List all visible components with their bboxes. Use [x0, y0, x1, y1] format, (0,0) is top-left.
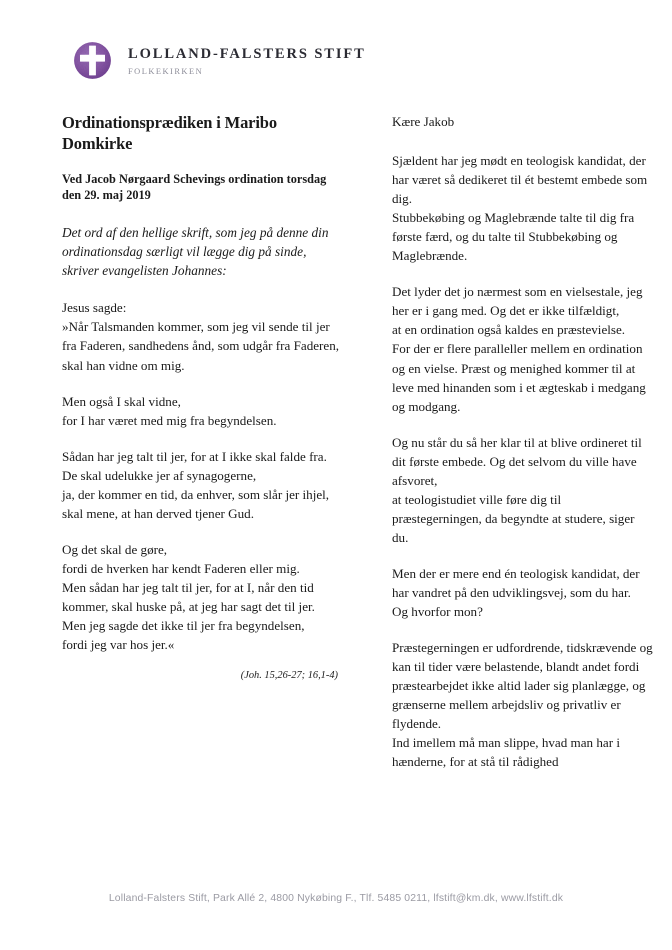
- scripture-citation: (Joh. 15,26-27; 16,1-4): [240, 670, 338, 682]
- paragraph: Og nu står du så her klar til at blive ordineret til dit første embede. Og det selvom du ville have afsvoret, at teologistudiet ville føre dig til præstegerningen, da begyndte at studere, siger du.: [392, 434, 642, 545]
- paragraph: Det lyder det jo nærmest som en vielsestale, jeg her er i gang med. Og det er ikke tilfældigt, at en ordination også kaldes en præstevielse. For der er flere paralleller mellem en ordination og en vielse. Præst og menighed kommer til at leve med hinanden som i et ægteskab i medgang og modgang.: [392, 284, 646, 414]
- left-column: [62, 112, 354, 788]
- paragraph: Men der er mere end én teologisk kandidat, der har vandret på den udviklingsvej, som du har. Og hvorfor mon?: [392, 565, 640, 620]
- brand-tagline: FOLKEKIRKEN: [128, 66, 204, 76]
- paragraph: Jesus sagde: »Når Talsmanden kommer, som jeg vil sende til jer fra Faderen, sandhedens ånd, som udgår fra Faderen, skal han vidne om mig.: [62, 300, 340, 373]
- page-title: Ordinationsprædiken i Maribo Domkirke: [62, 113, 277, 154]
- paragraph: Sådan har jeg talt til jer, for at I ikke skal falde fra. De skal udelukke jer af synagogerne, ja, der kommer en tid, da enhver, som slår jer ihjel, skal mene, at han derved tjener Gud.: [62, 448, 330, 521]
- cross-in-circle-icon: [70, 38, 115, 83]
- scripture-intro: Det ord af den hellige skrift, som jeg på denne din ordinationsdag særligt vil lægge dig på sinde, skriver evangelisten Johannes:: [62, 224, 329, 279]
- footer-contact-line: Lolland-Falsters Stift, Park Allé 2, 4800 Nykøbing F., Tlf. 5485 0211, lfstift@km.dk, www.lfstift.dk: [108, 893, 564, 904]
- page-subtitle: Ved Jacob Nørgaard Schevings ordination torsdag den 29. maj 2019: [62, 171, 327, 203]
- paragraph: Sjældent har jeg mødt en teologisk kandidat, der har været så dedikeret til ét bestemt embede som dig. Stubbekøbing og Maglebrænde talte til dig fra første færd, og du talte til Stubbekøbing og Maglebrænde.: [392, 153, 648, 264]
- page-footer: [0, 893, 672, 904]
- brand-wordmark: [128, 45, 366, 76]
- document-body: [0, 112, 672, 788]
- right-column: [392, 112, 654, 788]
- brand-header: [70, 38, 366, 83]
- paragraph: Men også I skal vidne, for I har været med mig fra begyndelsen.: [62, 393, 277, 428]
- paragraph: Og det skal de gøre, fordi de hverken har kendt Faderen eller mig. Men sådan har jeg talt til jer, for at I, når den tid kommer, skal huske på, at jeg har sagt det til jer. Men jeg sagde det ikke til jer fra begyndelsen, fordi jeg var hos jer.«: [62, 541, 315, 653]
- paragraph: Præstegerningen er udfordrende, tidskrævende og kan til tider være belastende, blandt andet fordi præstearbejdet ikke altid lader sig planlægge, og grænserne mellem arbejdsliv og privatliv er flydende. Ind imellem må man slippe, hvad man har i hænderne, for at stå til rådighed: [392, 640, 653, 770]
- brand-name: LOLLAND-FALSTERS STIFT: [128, 46, 366, 63]
- salutation: Kære Jakob: [392, 114, 455, 129]
